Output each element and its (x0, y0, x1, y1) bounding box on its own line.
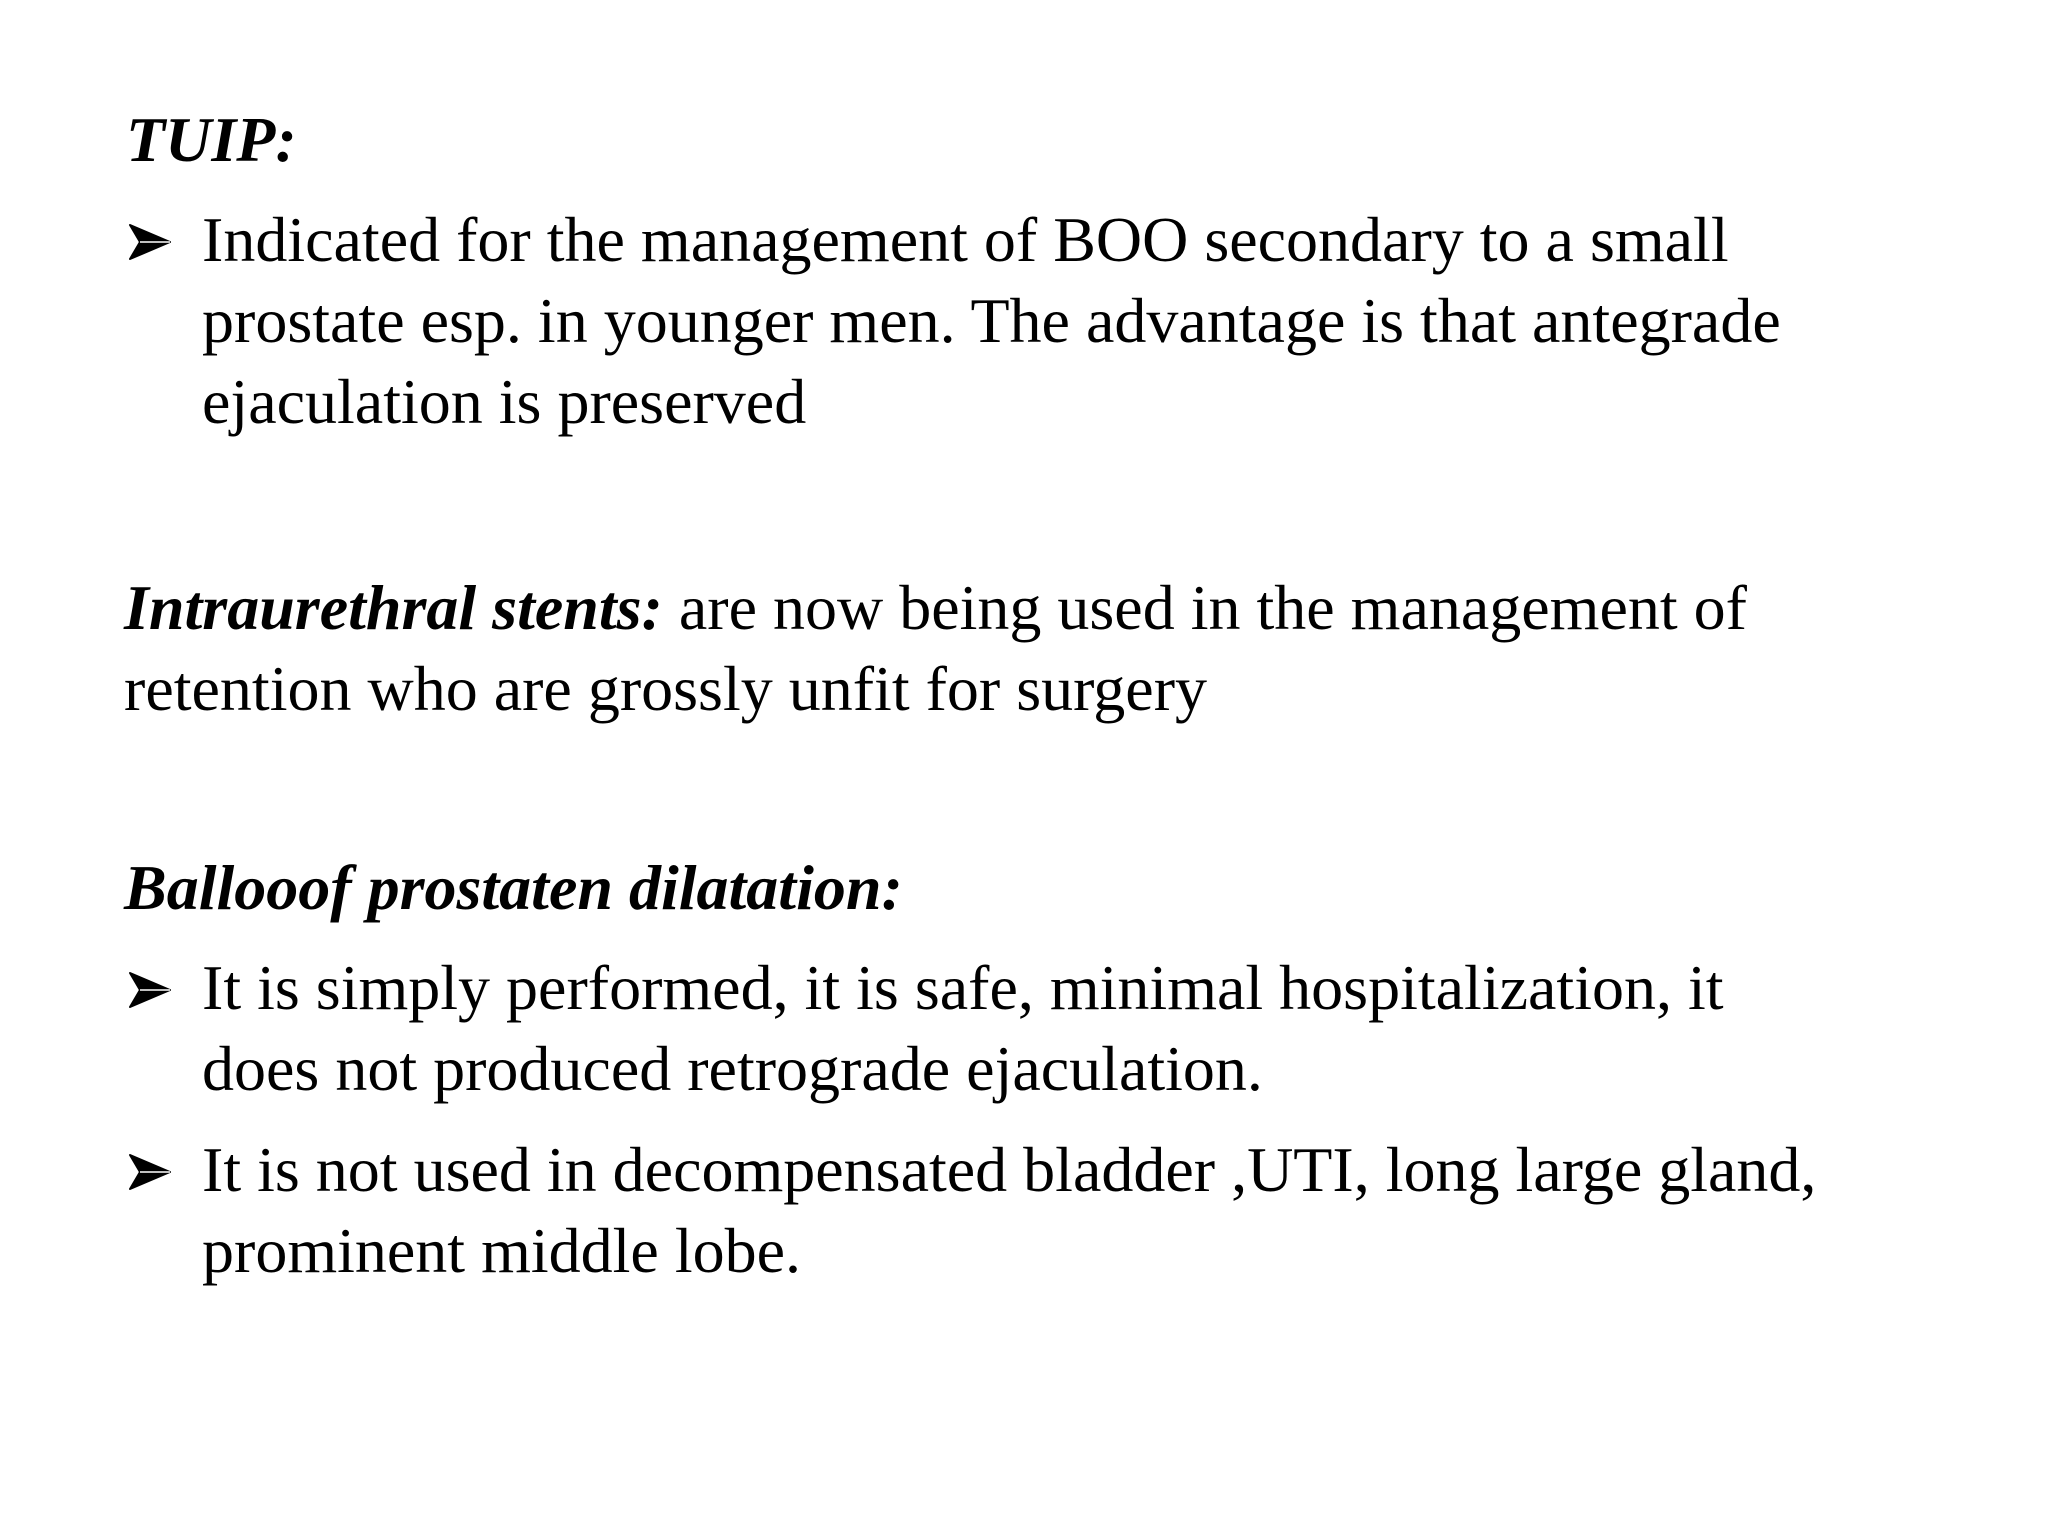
tuip-heading: TUIP: (126, 104, 297, 175)
stents-paragraph (124, 567, 1747, 729)
bullet-line: does not produced retrograde ejaculation. (202, 1033, 1263, 1104)
bullet-line: It is simply performed, it is safe, minimal hospitalization, it (202, 952, 1724, 1023)
bullet-line: prominent middle lobe. (202, 1215, 801, 1286)
balloon-bullet-2-text (202, 1129, 2048, 1291)
bullet-line: Indicated for the management of BOO secondary to a small (202, 204, 1729, 275)
stents-line-2: retention who are grossly unfit for surgery (124, 653, 1207, 724)
arrowhead-bullet-icon (126, 199, 178, 280)
bullet-line: It is not used in decompensated bladder ,UTI, long large gland, (202, 1134, 1817, 1205)
stents-line-1 (124, 567, 1747, 648)
bullet-line: ejaculation is preserved (202, 366, 807, 437)
arrowhead-bullet-icon (126, 947, 178, 1028)
tuip-bullet-text (202, 199, 2048, 442)
stents-line-1-text: are now being used in the management of (662, 572, 1747, 643)
bullet-line: prostate esp. in younger men. The advantage is that antegrade (202, 285, 1781, 356)
balloon-bullet-1-text (202, 947, 2048, 1109)
arrowhead-bullet-icon (126, 1129, 178, 1210)
balloon-heading: Ballooof prostaten dilatation: (124, 852, 903, 923)
stents-lead: Intraurethral stents: (124, 572, 663, 643)
